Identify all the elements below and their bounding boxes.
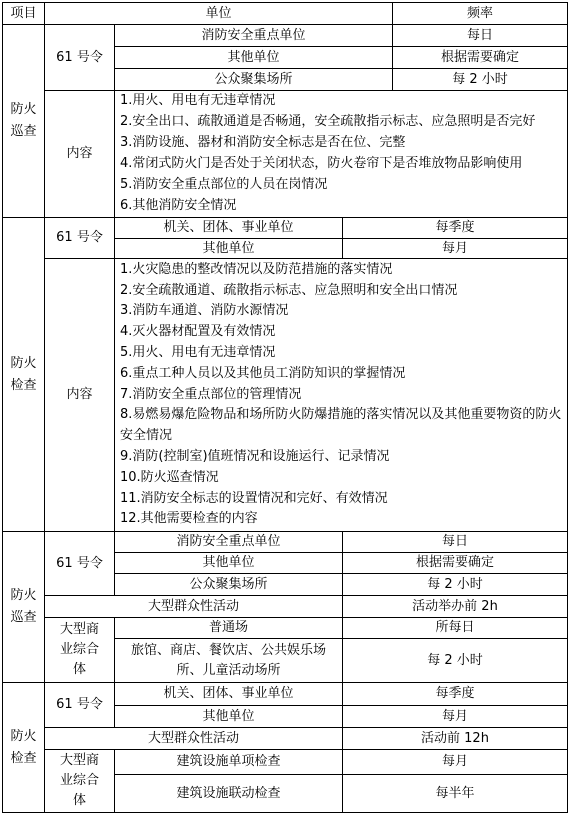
- order-label: 61 号令: [56, 230, 103, 245]
- frequency-cell: 每 2 小时: [427, 576, 483, 592]
- frequency-cell: 每月: [441, 708, 468, 724]
- section-title-inspection: [3, 218, 44, 531]
- section-title-inspection: [3, 683, 44, 812]
- section-title-text: 防火 巡查: [10, 102, 37, 139]
- list-item: 3.消防车通道、消防水源情况: [120, 303, 289, 319]
- frequency-cell: 每 2 小时: [452, 71, 508, 87]
- unit-cell: 机关、团体、事业单位: [163, 686, 294, 701]
- complex-label: [45, 750, 114, 812]
- section-title-text: 防火 检查: [10, 728, 37, 766]
- event-unit-cell: 大型群众性活动: [147, 598, 239, 614]
- section-title-text: 防火 检查: [10, 355, 37, 393]
- complex-label-text: 大型商 业综合 体: [59, 753, 99, 808]
- event-unit-cell: 大型群众性活动: [147, 730, 239, 746]
- unit-cell: 其他单位: [202, 708, 255, 724]
- content-list: [115, 259, 567, 531]
- list-item: 8.易燃易爆危险物品和场所防火防爆措施的落实情况以及其他重要物资的防火安全情况: [120, 407, 562, 444]
- event-frequency-cell: 活动前 12h: [421, 730, 489, 746]
- complex-label: [45, 618, 114, 682]
- list-item: 3.消防设施、器材和消防安全标志是否在位、完整: [120, 135, 406, 151]
- unit-cell: 消防安全重点单位: [201, 27, 306, 43]
- section-title-patrol: [3, 25, 44, 217]
- list-item: 7.消防安全重点部位的管理情况: [120, 386, 302, 402]
- frequency-cell: 每季度: [435, 686, 475, 701]
- header-frequency: 频率: [466, 5, 493, 21]
- unit-cell: 建筑设施联动检查: [176, 785, 281, 801]
- frequency-cell: 根据需要确定: [415, 555, 494, 570]
- frequency-cell: 每半年: [435, 785, 475, 801]
- content-label: 内容: [66, 146, 93, 161]
- unit-cell: 建筑设施单项检查: [176, 754, 281, 769]
- list-item: 12.其他需要检查的内容: [120, 511, 258, 527]
- list-item: 10.防火巡查情况: [120, 469, 219, 485]
- list-item: 9.消防(控制室)值班情况和设施运行、记录情况: [120, 448, 390, 464]
- unit-cell: 普通场: [208, 620, 248, 635]
- unit-cell-text: 旅馆、商店、餐饮店、公共娱乐场 所、儿童活动场所: [130, 642, 326, 678]
- unit-cell: 其他单位: [202, 240, 255, 256]
- list-item: 5.消防安全重点部位的人员在岗情况: [120, 176, 328, 192]
- frequency-cell: 每日: [441, 534, 468, 549]
- order-label: 61 号令: [56, 555, 103, 571]
- event-frequency-cell: 活动举办前 2h: [412, 598, 498, 614]
- list-item: 6.重点工种人员以及其他员工消防知识的掌握情况: [120, 365, 406, 381]
- section-title-patrol: [3, 532, 44, 682]
- unit-cell: 消防安全重点单位: [176, 534, 281, 549]
- frequency-cell: 每 2 小时: [427, 652, 483, 668]
- section-title-text: 防火 巡查: [10, 588, 37, 625]
- frequency-cell: 每日: [466, 27, 493, 43]
- complex-label-text: 大型商 业综合 体: [59, 622, 99, 677]
- list-item: 4.灭火器材配置及有效情况: [120, 324, 276, 340]
- header-unit: 单位: [205, 5, 232, 21]
- order-label: 61 号令: [56, 697, 103, 712]
- unit-cell: 公众聚集场所: [189, 576, 268, 592]
- list-item: 2.安全疏散通道、疏散指示标志、应急照明和安全出口情况: [120, 282, 458, 298]
- list-item: 1.火灾隐患的整改情况以及防范措施的落实情况: [120, 261, 393, 277]
- list-item: 1.用火、用电有无违章情况: [120, 93, 276, 109]
- unit-cell: 公众聚集场所: [214, 71, 293, 87]
- list-item: 11.消防安全标志的设置情况和完好、有效情况: [120, 490, 388, 506]
- frequency-cell: 每月: [441, 754, 468, 769]
- header-project: 项目: [10, 5, 37, 21]
- frequency-cell: 每月: [441, 240, 468, 256]
- list-item: 6.其他消防安全情况: [120, 197, 237, 213]
- list-item: 5.用火、用电有无违章情况: [120, 345, 276, 360]
- content-label: 内容: [66, 387, 93, 402]
- frequency-cell: 所每日: [435, 620, 475, 635]
- content-list: [115, 91, 567, 217]
- list-item: 2.安全出口、疏散通道是否畅通，安全疏散指示标志、应急照明是否完好: [120, 114, 536, 130]
- frequency-cell: 每季度: [435, 220, 475, 235]
- list-item: 4.常闭式防火门是否处于关闭状态，防火卷帘下是否堆放物品影响使用: [120, 156, 523, 171]
- unit-cell: 其他单位: [227, 49, 280, 65]
- frequency-cell: 根据需要确定: [440, 49, 519, 65]
- order-label: 61 号令: [56, 49, 103, 65]
- unit-cell: [115, 639, 342, 682]
- unit-cell: 其他单位: [202, 555, 255, 570]
- unit-cell: 机关、团体、事业单位: [163, 220, 294, 235]
